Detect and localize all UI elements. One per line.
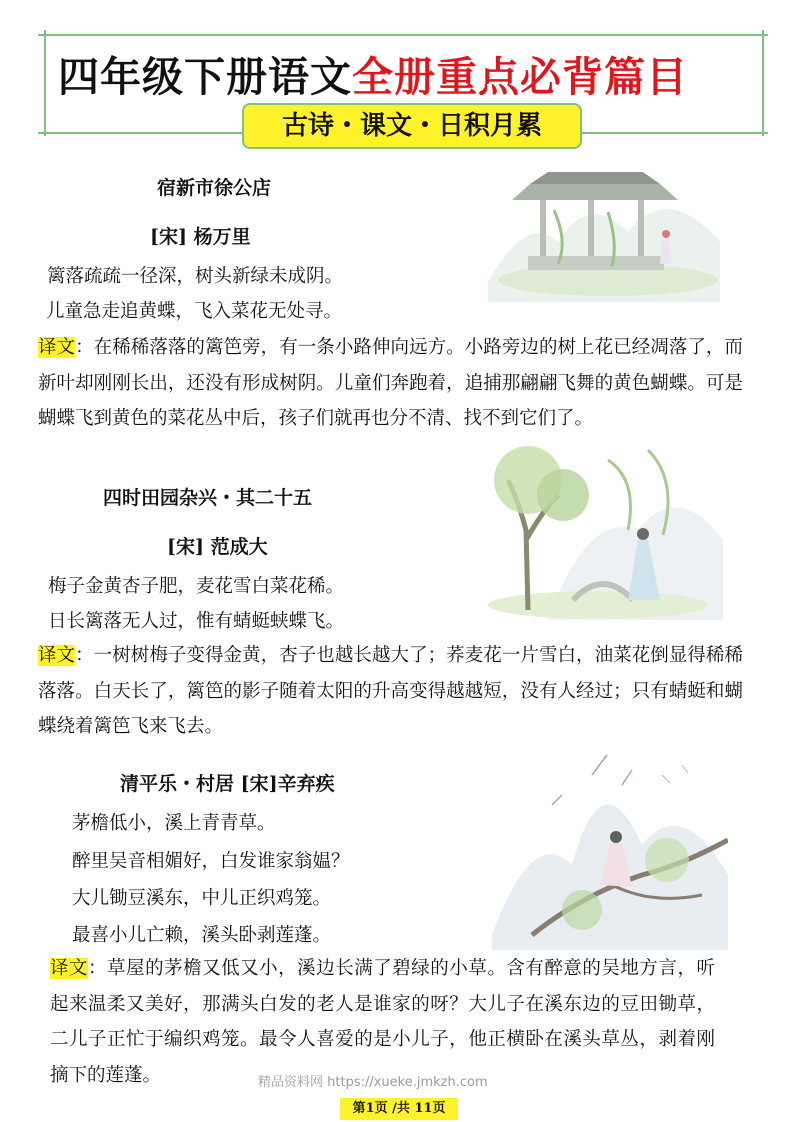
poem-2-title: 四时田园杂兴・其二十五 (103, 487, 313, 509)
willow-bridge-illustration (488, 440, 723, 620)
title-black: 四年级下册语文 (58, 53, 352, 101)
title-red: 全册重点必背篇目 (352, 53, 688, 101)
translation-label: 译文 (38, 337, 76, 358)
poem-3-title: 清平乐・村居 [宋]辛弃疾 (120, 773, 335, 795)
header-frame-top (38, 34, 768, 36)
poem-1-title: 宿新市徐公店 (157, 177, 272, 199)
pavilion-illustration (488, 152, 720, 302)
header-frame-right (762, 30, 764, 136)
translation-text: ：一树树梅子变得金黄，杏子也越长越大了；荞麦花一片雪白，油菜花倒显得稀稀落落。白天长了，篱笆的影子随着太阳的升高变得越越短，没有人经过；只有蜻蜓和蝴蝶绕着篱笆飞来飞去。 (38, 645, 743, 737)
translation-text: ：在稀稀落落的篱笆旁，有一条小路伸向远方。小路旁边的树上花已经凋落了，而新叶却刚刚长出，还没有形成树阴。儿童们奔跑着，追捕那翩翩飞舞的黄色蝴蝶。可是蝴蝶飞到黄色的菜花丛中后，孩子们就再也分不清、找不到它们了。 (38, 337, 743, 429)
poem-3-line-4: 最喜小儿亡赖，溪头卧剥莲蓬。 (72, 925, 332, 946)
poem-1-author: [宋] 杨万里 (150, 226, 251, 248)
page-title (58, 44, 748, 104)
subtitle-badge: 古诗・课文・日积月累 (242, 103, 582, 149)
poem-2-author: [宋] 范成大 (167, 536, 268, 558)
translation-text: ：草屋的茅檐又低又小，溪边长满了碧绿的小草。含有醉意的吴地方言，听起来温柔又美好，那满头白发的老人是谁家的呀？大儿子在溪东边的豆田锄草，二儿子正忙于编织鸡笼。最令人喜爱的是小儿子，他正横卧在溪头草丛，剥着刚摘下的莲蓬。 (50, 958, 715, 1086)
watermark: 精品资料网 https://xueke.jmkzh.com (258, 1075, 488, 1090)
poem-2-line-2: 日长篱落无人过，惟有蜻蜓蛱蝶飞。 (48, 611, 345, 632)
poem-1-translation (38, 330, 743, 437)
poem-1-line-2: 儿童急走追黄蝶，飞入菜花无处寻。 (46, 301, 343, 322)
poem-2-translation (38, 638, 743, 745)
translation-label: 译文 (38, 645, 76, 666)
poem-2-line-1: 梅子金黄杏子肥，麦花雪白菜花稀。 (48, 576, 345, 597)
translation-label: 译文 (50, 958, 89, 979)
poem-1-line-1: 篱落疏疏一径深，树头新绿未成阴。 (47, 266, 344, 287)
mountain-branch-illustration (492, 735, 728, 950)
poem-3-line-3: 大儿锄豆溪东，中儿正织鸡笼。 (72, 888, 332, 909)
header-frame-left (44, 30, 46, 136)
poem-3-line-1: 茅檐低小，溪上青青草。 (72, 813, 276, 834)
poem-3-line-2: 醉里吴音相媚好，白发谁家翁媪？ (72, 851, 350, 872)
page-number-badge: 第1页 /共 11页 (340, 1098, 458, 1120)
